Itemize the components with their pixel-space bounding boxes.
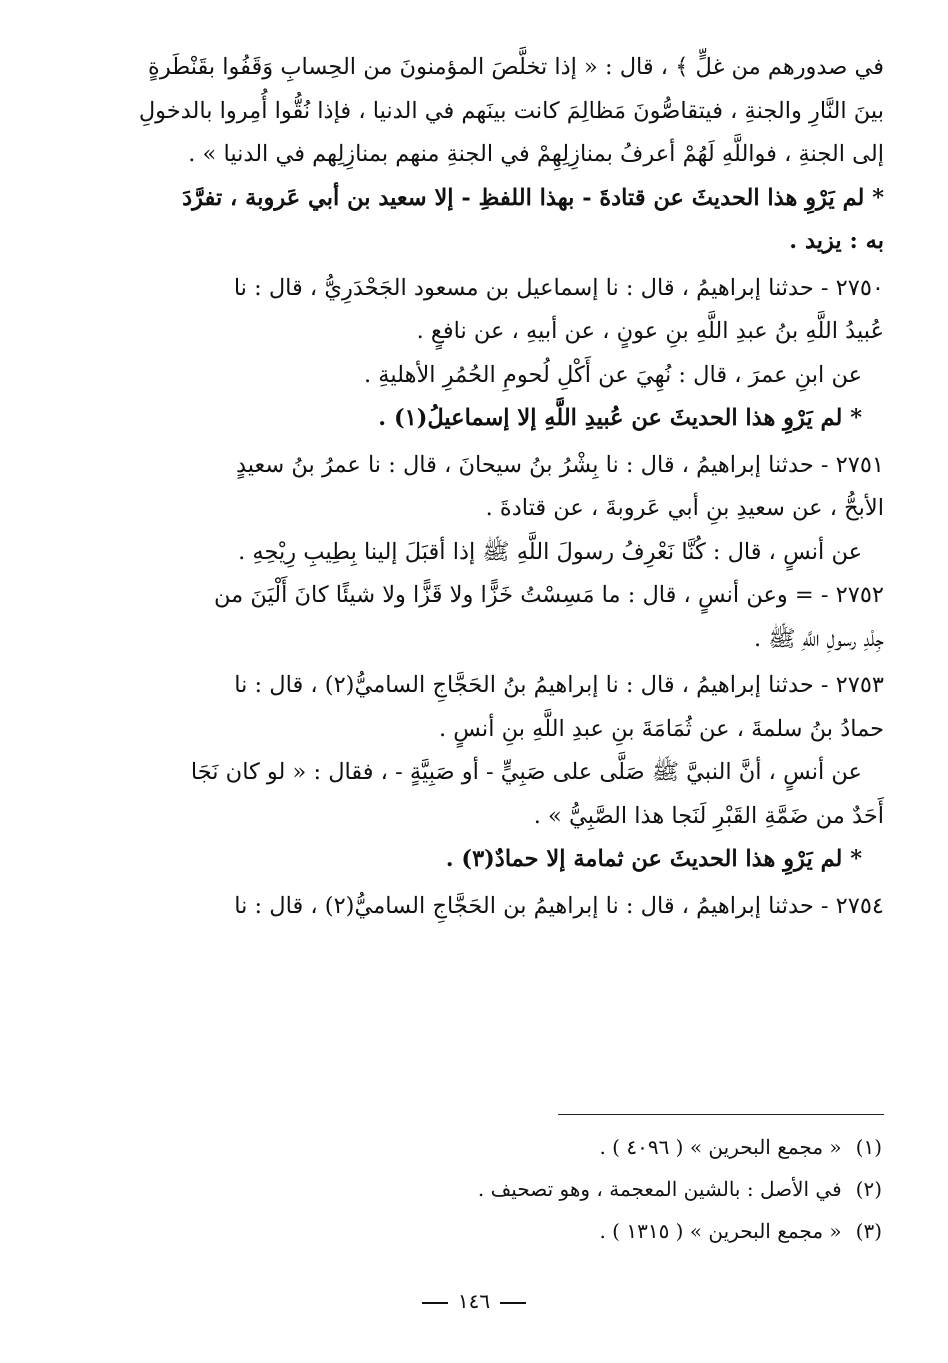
text-line: عن أنسٍ ، قال : كُنَّا نَعْرِفُ رسولَ اللَّهِ ﷺ إذا أقبَلَ إلينا بِطِيبِ رِيْحِهِ . <box>238 538 862 565</box>
dash-right <box>422 1302 448 1304</box>
text-line: عُبيدُ اللَّهِ بنُ عبدِ اللَّهِ بنِ عونٍ ، عن أبيهِ ، عن نافعٍ . <box>416 318 884 344</box>
text-line: جِلْدِ رسولِ اللَّهِ ﷺ . <box>754 625 884 652</box>
page-number: ١٤٦ <box>457 1289 491 1313</box>
narrator-note: * لم يَرْوِ هذا الحديثَ عن عُبيدِ اللَّهِ إلا إسماعيلُ(١) . <box>378 405 862 431</box>
hadith-2752 <box>52 574 884 661</box>
footnote-number: (٣) <box>855 1219 882 1243</box>
hadith-continuation <box>52 46 884 177</box>
footnote-3 <box>478 1210 882 1252</box>
footnote-text: في الأصل : بالشين المعجمة ، وهو تصحيف . <box>477 1177 842 1201</box>
footnote-text: « مجمع البحرين » ( ١٣١٥ ) . <box>599 1219 842 1243</box>
text-line: ٢٧٥٣ - حدثنا إبراهيمُ ، قال : نا إبراهيمُ بنُ الحَجَّاجِ الساميُّ(٢) ، قال : نا <box>234 672 884 698</box>
text-line: إلى الجنةِ ، فواللَّهِ لَهُمْ أعرفُ بمنازِلِهِمْ في الجنةِ منهم بمنازِلِهم في الدنيا » . <box>188 141 884 167</box>
hadith-2751 <box>52 444 884 575</box>
text-line: أَحَدٌ من ضَمَّةِ القَبْرِ لَنَجا هذا الصَّبِيُّ » . <box>533 802 884 829</box>
footnote-number: (٢) <box>855 1177 882 1201</box>
footnote-number: (١) <box>855 1135 882 1159</box>
hadith-2753 <box>52 664 884 882</box>
footnote-1 <box>478 1126 882 1168</box>
narrator-note: * لم يَرْوِ هذا الحديثَ عن ثمامة إلا حمادٌ(٣) . <box>445 846 862 872</box>
footnote-text: « مجمع البحرين » ( ٤٠٩٦ ) . <box>599 1135 842 1159</box>
footnote-2 <box>478 1168 882 1210</box>
footnotes <box>478 1126 882 1252</box>
text-line: حمادُ بنُ سلمةَ ، عن ثُمَامَةَ بنِ عبدِ اللَّهِ بنِ أنسٍ . <box>438 715 884 742</box>
dash-left <box>500 1302 526 1304</box>
text-line: في صدورهم من غلٍّ ﴾ ، قال : « إذا تخلَّصَ المؤمنونَ من الحِسابِ وَقَفُوا بقَنْطَرةٍ <box>148 54 884 80</box>
text-line: بينَ النَّارِ والجنةِ ، فيتقاصُّونَ مَظالِمَ كانت بينَهم في الدنيا ، فإذا نُقُّوا أُمِروا بالدخولِ <box>138 97 884 124</box>
text-line: ٢٧٥١ - حدثنا إبراهيمُ ، قال : نا بِشْرُ بنُ سيحانَ ، قال : نا عمرُ بنُ سعيدٍ <box>235 451 884 478</box>
text-line: ٢٧٥٤ - حدثنا إبراهيمُ ، قال : نا إبراهيمُ بن الحَجَّاجِ الساميُّ(٢) ، قال : نا <box>234 892 884 919</box>
text-line: الأبحُّ ، عن سعيدِ بنِ أبي عَروبةَ ، عن قتادةَ . <box>485 495 884 521</box>
page-number-area <box>0 1280 948 1324</box>
text-line: * لم يَرْوِ هذا الحديثَ عن قتادةَ - بهذا اللفظِ - إلا سعيد بن أبي عَروبة ، تفرَّدَ <box>182 184 884 211</box>
hadith-2750 <box>52 267 884 441</box>
text-line: ٢٧٥٠ - حدثنا إبراهيمُ ، قال : نا إسماعيل بن مسعود الجَحْدَرِيُّ ، قال : نا <box>233 274 884 301</box>
footnote-divider <box>558 1114 884 1115</box>
text-line: عن أنسٍ ، أنَّ النبيَّ ﷺ صَلَّى على صَبِيٍّ - أو صَبِيَّةٍ - ، فقال : « لو كان نَجَا <box>190 759 862 785</box>
text-line: عن ابنِ عمرَ ، قال : نُهِيَ عن أَكْلِ لُحومِ الحُمُرِ الأهليةِ . <box>364 361 862 388</box>
narrator-note <box>52 177 884 264</box>
text-line: به : يزيد . <box>789 228 884 254</box>
hadith-2754 <box>52 885 884 929</box>
text-line: ٢٧٥٢ - = وعن أنسٍ ، قال : ما مَسِسْتُ خَزًّا ولا قَزًّا ولا شيئًا كانَ أَلْيَنَ من <box>214 582 884 608</box>
